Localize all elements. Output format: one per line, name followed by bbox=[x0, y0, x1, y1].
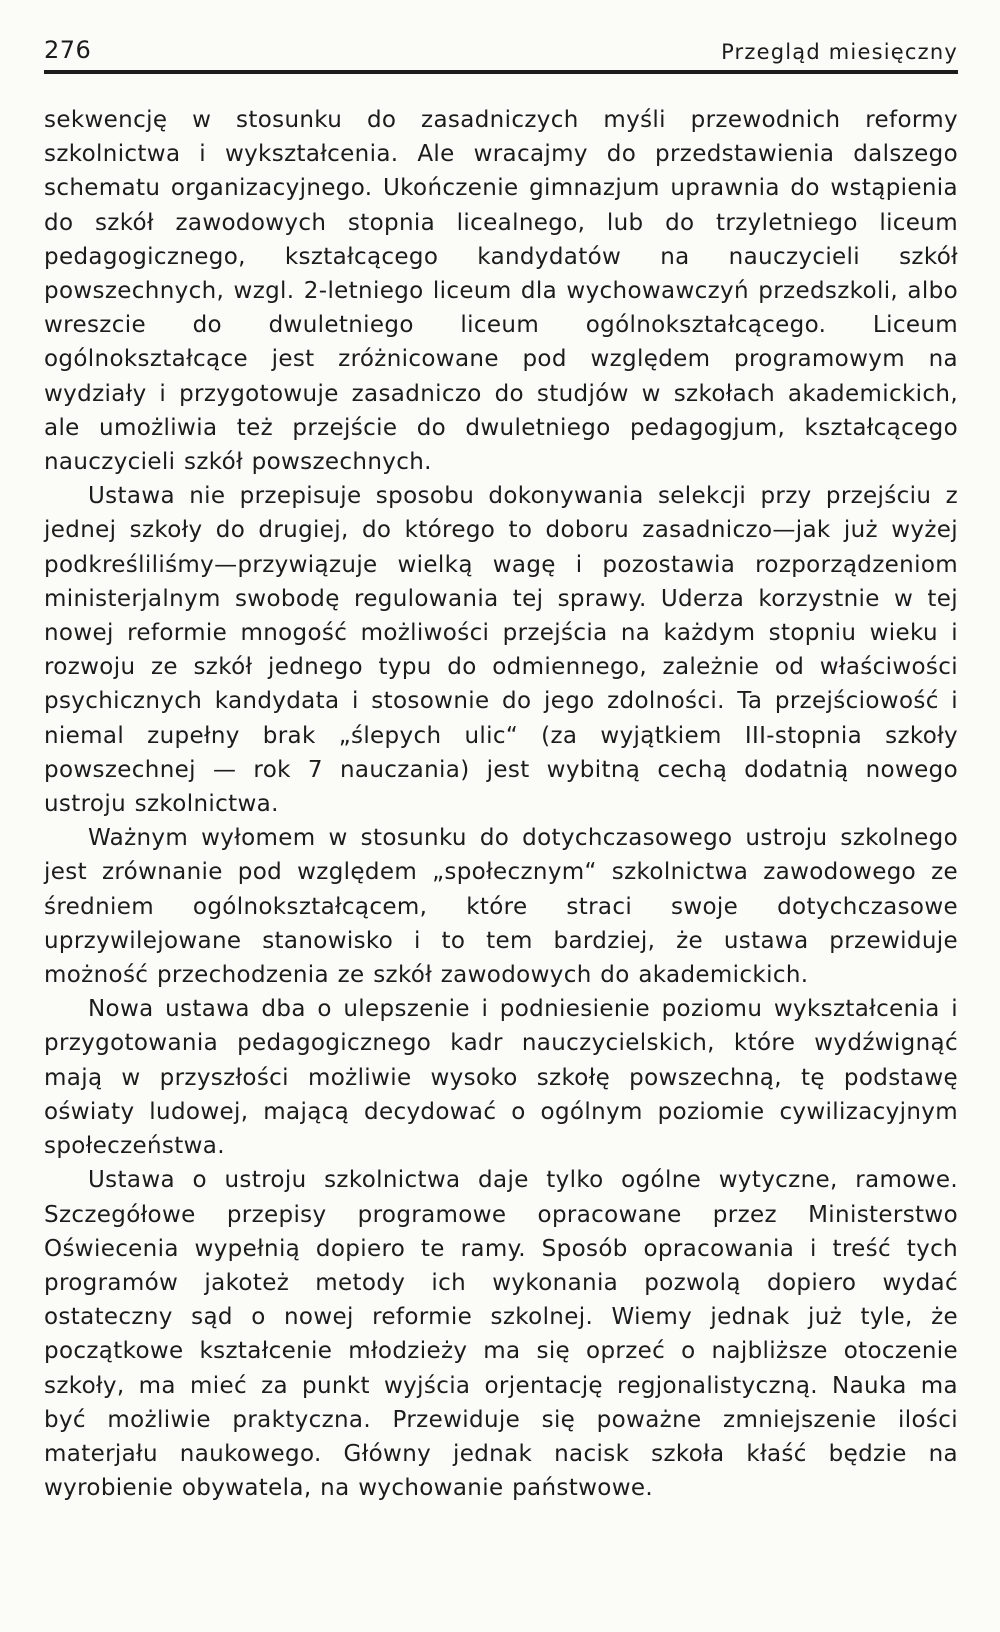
header-rule bbox=[44, 70, 958, 74]
paragraph-4: Nowa ustawa dba o ulepszenie i podniesienie poziomu wykształcenia i przygotowania pedagogicznego kadr nauczycielskich, które wydźwignąć mają w przyszłości możliwie wysoko szkołę powszechną, tę podstawę oświaty ludowej, mającą decydować o ogólnym poziomie cywilizacyjnym społeczeństwa. bbox=[44, 996, 958, 1160]
paragraph-2: Ustawa nie przepisuje sposobu dokonywania selekcji przy przejściu z jednej szkoły do drugiej, do którego to doboru zasadniczo—jak już wyżej podkreśliliśmy—przywiązuje wielką wagę i pozostawia rozporządzeniom ministerjalnym swobodę regulowania tej sprawy. Uderza korzystnie w tej nowej reformie mnogość możliwości przejścia na każdym stopniu wieku i rozwoju ze szkół jednego typu do odmiennego, zależnie od właściwości psychicznych kandydata i stosownie do jego zdolności. Ta przejściowość i niemal zupełny brak „ślepych ulic“ (za wyjątkiem III-stopnia szkoły powszechnej — rok 7 nauczania) jest wybitną cechą dodatnią nowego ustroju szkolnictwa. bbox=[44, 483, 958, 818]
paragraph-1: sekwencję w stosunku do zasadniczych myśli przewodnich reformy szkolnictwa i wykształcenia. Ale wracajmy do przedstawienia dalszego schematu organizacyjnego. Ukończenie gimnazjum uprawnia do wstąpienia do szkół zawodowych stopnia licealnego, lub do trzyletniego liceum pedagogicznego, kształcącego kandydatów na nauczycieli szkół powszechnych, wzgl. 2-letniego liceum dla wychowawczyń przedszkoli, albo wreszcie do dwuletniego liceum ogólnokształcącego. Liceum ogólnokształcące jest zróżnicowane pod względem programowym na wydziały i przygotowuje zasadniczo do studjów w szkołach akademickich, ale umożliwia też przejście do dwuletniego pedagogjum, kształcącego nauczycieli szkół powszechnych. bbox=[44, 107, 958, 476]
running-title: Przegląd miesięczny bbox=[721, 40, 958, 64]
page-header bbox=[44, 0, 958, 72]
paragraph-5: Ustawa o ustroju szkolnictwa daje tylko ogólne wytyczne, ramowe. Szczegółowe przepisy programowe opracowane przez Ministerstwo Oświecenia wypełnią dopiero te ramy. Sposób opracowania i treść tych programów jakoteż metody ich wykonania pozwolą dopiero wydać ostateczny sąd o nowej reformie szkolnej. Wiemy jednak już tyle, że początkowe kształcenie młodzieży ma się oprzeć o najbliższe otoczenie szkoły, ma mieć za punkt wyjścia orjentację regjonalistyczną. Nauka ma być możliwie praktyczna. Przewiduje się poważne zmniejszenie ilości materjału naukowego. Główny jednak nacisk szkoła kłaść będzie na wyrobienie obywatela, na wychowanie państwowe. bbox=[44, 1167, 958, 1502]
paragraph-3: Ważnym wyłomem w stosunku do dotychczasowego ustroju szkolnego jest zrównanie pod względem „społecznym“ szkolnictwa zawodowego ze średniem ogólnokształcącem, które straci swoje dotychczasowe uprzywilejowane stanowisko i to tem bardziej, że ustawa przewiduje możność przechodzenia ze szkół zawodowych do akademickich. bbox=[44, 825, 958, 989]
article-body bbox=[44, 103, 958, 1505]
page-number: 276 bbox=[44, 36, 92, 64]
